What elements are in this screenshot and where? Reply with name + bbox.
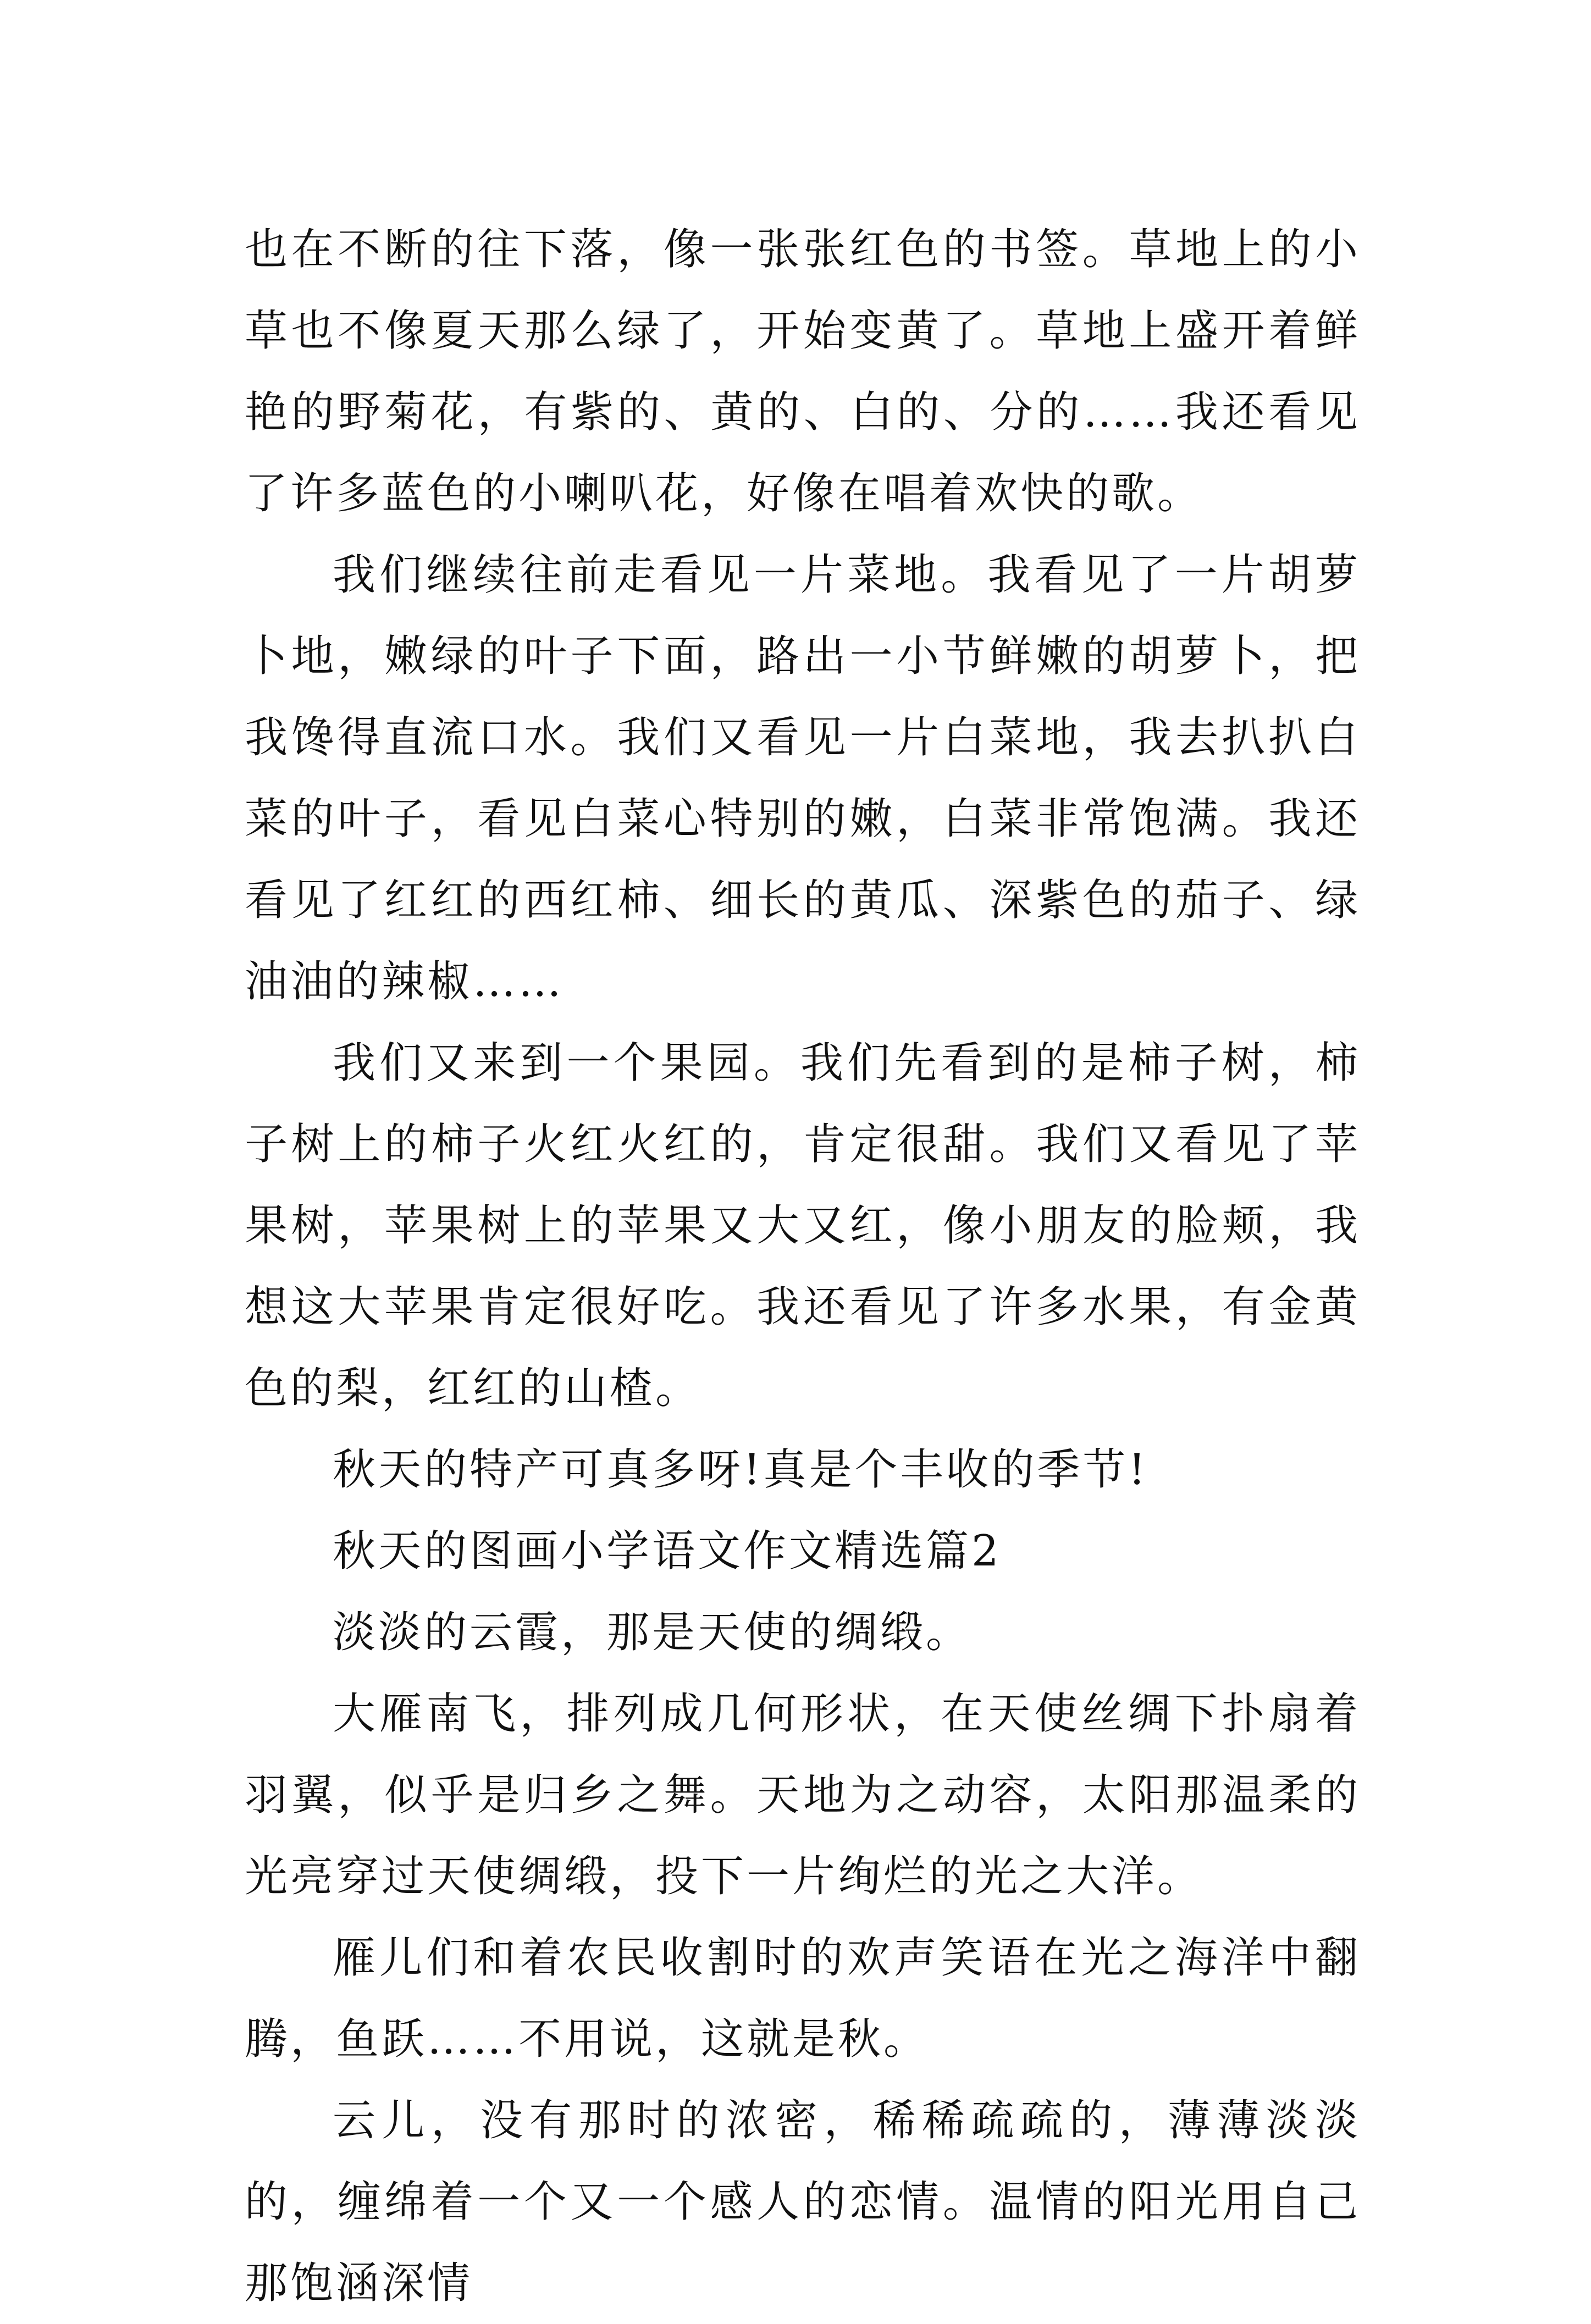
paragraph-4: 秋天的特产可真多呀!真是个丰收的季节! [333,1445,1148,1495]
paragraph-1: 也在不断的往下落，像一张张红色的书签。草地上的小草也不像夏天那么绿了，开始变黄了。草地上盛开着鲜艳的野菊花，有紫的、黄的、白的、分的……我还看见了许多蓝色的小喇叭花，好像在唱着欢快的歌。 [245,225,1361,518]
paragraph-9: 云儿，没有那时的浓密，稀稀疏疏的，薄薄淡淡的，缠绵着一个又一个感人的恋情。温情的阳光用自己那饱涵深情 [245,2096,1361,2308]
paragraph-2: 我们继续往前走看见一片菜地。我看见了一片胡萝卜地，嫩绿的叶子下面，路出一小节鲜嫩的胡萝卜，把我馋得直流口水。我们又看见一片白菜地，我去扒扒白菜的叶子，看见白菜心特别的嫩，白菜非常饱满。我还看见了红红的西红柿、细长的黄瓜、深紫色的茄子、绿油油的辣椒…… [245,550,1361,1006]
paragraph-3: 我们又来到一个果园。我们先看到的是柿子树，柿子树上的柿子火红火红的，肯定很甜。我们又看见了苹果树，苹果树上的苹果又大又红，像小朋友的脸颊，我想这大苹果肯定很好吃。我还看见了许多水果，有金黄色的梨，红红的山楂。 [245,1038,1361,1413]
paragraph-8: 雁儿们和着农民收割时的欢声笑语在光之海洋中翻腾，鱼跃……不用说，这就是秋。 [245,1933,1361,2064]
paragraph-7: 大雁南飞，排列成几何形状，在天使丝绸下扑扇着羽翼，似乎是归乡之舞。天地为之动容，太阳那温柔的光亮穿过天使绸缎，投下一片绚烂的光之大洋。 [245,1689,1361,1901]
body-text [245,209,1361,2324]
paragraph-6: 淡淡的云霞，那是天使的绸缎。 [333,1608,972,1657]
section-heading: 秋天的图画小学语文作文精选篇2 [333,1526,1002,1576]
